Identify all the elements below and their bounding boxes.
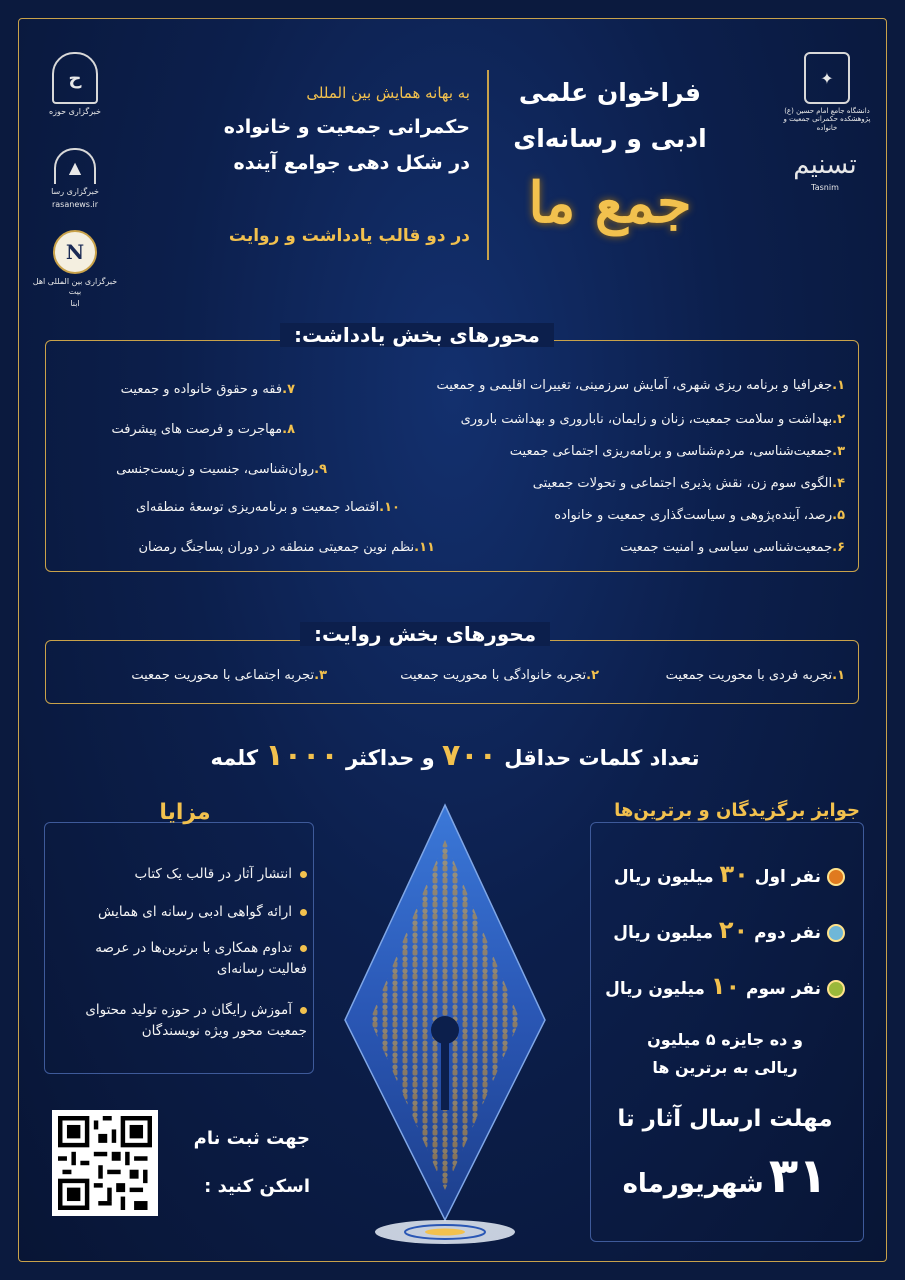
note-item-8: ۸.مهاجرت و فرصت های پیشرفت [111, 422, 295, 437]
format-text: در دو قالب یادداشت و روایت [228, 226, 470, 246]
note-item-10: ۱۰.اقتصاد جمعیت و برنامه‌ریزی توسعهٔ منطقه‌ای [136, 500, 400, 515]
note-item-4: ۴.الگوی سوم زن، نقش پذیری اجتماعی و تحولات جمعیتی [532, 476, 845, 491]
hawzah-logo-icon: ح [52, 52, 98, 104]
note-item-3: ۳.جمعیت‌شناسی، مردم‌شناسی و برنامه‌ریزی اجتماعی جمعیت [509, 444, 845, 459]
tasnim-logo [790, 150, 860, 193]
rasa-logo [35, 148, 115, 209]
note-item-5: ۵.رصد، آینده‌پژوهی و سیاست‌گذاری جمعیت و خانواده [554, 508, 845, 523]
bronze-medal-icon [827, 980, 845, 998]
occasion-text: به بهانه همایش بین المللی [306, 84, 470, 102]
brand-title: جمع ما [528, 170, 692, 236]
abna-sub: ابنا [70, 299, 80, 309]
prize-extra-line-2: ریالی به برترین ها [652, 1058, 798, 1077]
hawzah-caption: خبرگزاری حوزه [48, 107, 102, 116]
register-line-2: اسکن کنید : [204, 1176, 310, 1197]
rasa-url: rasanews.ir [51, 199, 99, 209]
conference-line-1: حکمرانی جمعیت و خانواده [223, 116, 470, 138]
prize-extra-line-1: و ده جایزه ۵ میلیون [647, 1030, 803, 1049]
note-section-title: محورهای بخش یادداشت: [280, 323, 554, 347]
story-item-2: ۲.تجربه خانوادگی با محوریت جمعیت [400, 668, 599, 683]
prize-third: نفر سوم ۱۰ میلیون ریال [605, 972, 845, 1000]
header-divider [487, 70, 489, 260]
deadline-month: شهریورماه [622, 1169, 764, 1199]
abna-caption: خبرگزاری بین المللی اهل بیت [32, 277, 118, 296]
story-section-title: محورهای بخش روایت: [300, 622, 550, 646]
prizes-title: جوایز برگزیدگان و برترین‌ها [614, 800, 860, 821]
abna-logo-icon: N [53, 230, 97, 274]
benefits-title: مزایا [159, 800, 211, 825]
benefit-item-4: آموزش رایگان در حوزه تولید محتوای جمعیت محور ویژه نویسندگان [85, 1002, 307, 1039]
tasnim-sub: Tasnim [811, 183, 839, 192]
note-item-9: ۹.روان‌شناسی، جنسیت و زیست‌جنسی [116, 462, 327, 477]
note-item-7: ۷.فقه و حقوق خانواده و جمعیت [120, 382, 295, 397]
word-count: تعداد کلمات حداقل ۷۰۰ و حداکثر ۱۰۰۰ کلمه [210, 738, 700, 773]
crowd-diamond-artwork [320, 800, 570, 1260]
benefit-item-1: انتشار آثار در قالب یک کتاب [57, 864, 307, 885]
deadline-date [592, 1148, 858, 1204]
conference-line-2: در شکل دهی جوامع آینده [233, 152, 470, 174]
call-line-1: فراخوان علمی [518, 78, 702, 107]
registration-qr-code[interactable] [52, 1110, 158, 1216]
note-item-2: ۲.بهداشت و سلامت جمعیت، زنان و زایمان، ناباروری و بهداشت باروری [460, 412, 845, 427]
university-caption: دانشگاه جامع امام حسین (ع) پژوهشکده حکمرانی جمعیت و خانواده [783, 107, 871, 132]
hawzah-logo [40, 52, 110, 117]
call-line-2: ادبی و رسانه‌ای [513, 124, 707, 153]
benefit-item-3: تداوم همکاری با برترین‌ها در عرصه فعالیت رسانه‌ای [95, 940, 307, 977]
imam-hossein-university-logo-icon: ✦ [804, 52, 850, 104]
note-item-11: ۱۱.نظم نوین جمعیتی منطقه در دوران پساجنگ رمضان [138, 540, 435, 555]
silver-medal-icon [827, 924, 845, 942]
abna-logo [32, 230, 118, 309]
rasa-caption: خبرگزاری رسا [51, 187, 99, 196]
deadline-label: مهلت ارسال آثار تا [617, 1106, 833, 1132]
qr-code-icon [58, 1116, 152, 1210]
note-item-6: ۶.جمعیت‌شناسی سیاسی و امنیت جمعیت [620, 540, 845, 555]
benefit-item-2: ارائه گواهی ادبی رسانه ای همایش [57, 902, 307, 923]
prize-first: نفر اول ۳۰ میلیون ریال [614, 860, 845, 888]
prize-second: نفر دوم ۲۰ میلیون ریال [613, 916, 845, 944]
story-item-1: ۱.تجربه فردی با محوریت جمعیت [665, 668, 845, 683]
tasnim-logo-icon: تسنیم [793, 150, 857, 180]
rasa-logo-icon: ▲ [54, 148, 96, 184]
university-logo [778, 52, 876, 132]
note-item-1: ۱.جغرافیا و برنامه ریزی شهری، آمایش سرزمینی، تغییرات اقلیمی و جمعیت [436, 378, 845, 393]
deadline-day: ۳۱ [768, 1148, 828, 1204]
gold-medal-icon [827, 868, 845, 886]
register-line-1: جهت ثبت نام [193, 1128, 310, 1149]
story-item-3: ۳.تجربه اجتماعی با محوریت جمعیت [131, 668, 327, 683]
